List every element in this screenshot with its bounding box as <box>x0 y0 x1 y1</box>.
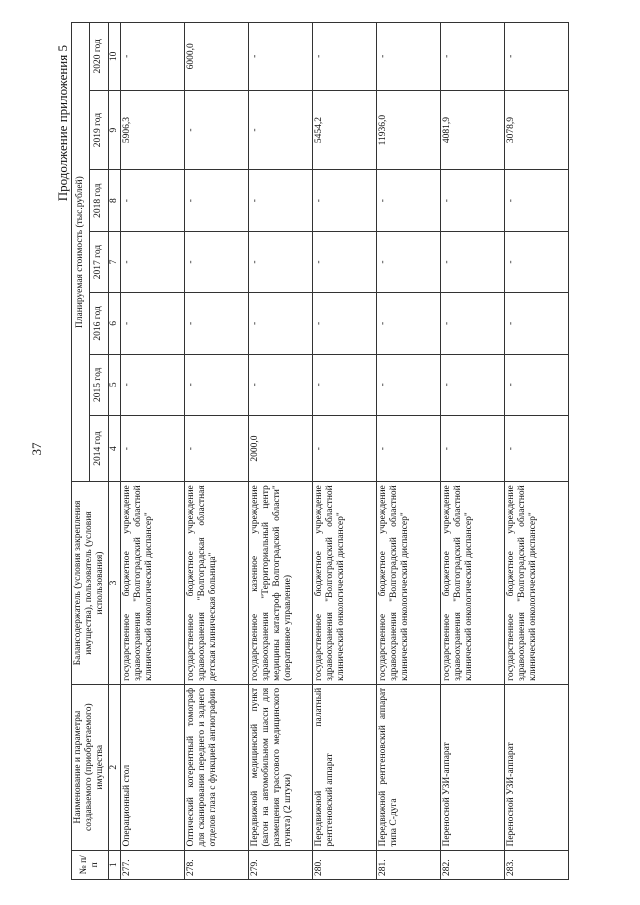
cost-value: 5454,2 <box>312 90 376 170</box>
cost-value: - <box>504 415 568 481</box>
item-name: Передвижной палатный рентгеновский аппарат <box>312 684 376 850</box>
cost-value: - <box>248 354 312 415</box>
cost-value: - <box>184 231 248 292</box>
cost-value: - <box>184 415 248 481</box>
balance-holder: государственное бюджетное учреждение здравоохранения "Волгоградский областной клинический онкологический диспансер" <box>440 482 504 685</box>
balance-holder: государственное казенное учреждение здравоохранения "Территориальный центр медицины катастроф Волгоградской области" (оперативное управление) <box>248 482 312 685</box>
column-number: 10 <box>108 23 120 91</box>
cost-value: - <box>376 415 440 481</box>
cost-value: - <box>440 231 504 292</box>
header-year: 2017 год <box>90 231 108 292</box>
cost-value: 6000,0 <box>184 23 248 91</box>
cost-value: - <box>120 415 184 481</box>
cost-value: - <box>248 231 312 292</box>
cost-value: - <box>376 231 440 292</box>
column-number: 3 <box>108 482 120 685</box>
balance-holder: государственное бюджетное учреждение здравоохранения "Волгоградский областной клинический онкологический диспансер" <box>504 482 568 685</box>
header-year: 2014 год <box>90 415 108 481</box>
table-row <box>248 23 312 880</box>
column-number: 9 <box>108 90 120 170</box>
cost-value: - <box>120 293 184 354</box>
header-year: 2019 год <box>90 90 108 170</box>
header-year: 2016 год <box>90 293 108 354</box>
cost-value: - <box>248 293 312 354</box>
row-number: 280. <box>312 850 376 879</box>
column-number: 8 <box>108 170 120 231</box>
column-number: 2 <box>108 684 120 850</box>
property-table <box>71 22 569 880</box>
item-name: Передвижной рентгеновский аппарат типа С-дуга <box>376 684 440 850</box>
cost-value: - <box>312 354 376 415</box>
cost-value: 3078,9 <box>504 90 568 170</box>
cost-value: - <box>440 415 504 481</box>
header-year: 2018 год <box>90 170 108 231</box>
cost-value: - <box>504 23 568 91</box>
row-number: 281. <box>376 850 440 879</box>
cost-value: - <box>312 170 376 231</box>
cost-value: - <box>504 354 568 415</box>
item-name: Переносной УЗИ-аппарат <box>504 684 568 850</box>
column-number: 7 <box>108 231 120 292</box>
cost-value: - <box>376 293 440 354</box>
column-number: 5 <box>108 354 120 415</box>
cost-value: 2000,0 <box>248 415 312 481</box>
header-year: 2020 год <box>90 23 108 91</box>
table-row <box>376 23 440 880</box>
continuation-label: Продолжение приложения 5 <box>55 45 70 202</box>
cost-value: 4081,9 <box>440 90 504 170</box>
cost-value: - <box>376 170 440 231</box>
column-number: 6 <box>108 293 120 354</box>
cost-value: - <box>248 23 312 91</box>
table-row <box>184 23 248 880</box>
cost-value: - <box>504 231 568 292</box>
header-name: Наименование и параметры создаваемого (приобретаемого) имущества <box>72 684 109 850</box>
cost-value: - <box>120 23 184 91</box>
header-no: № п/п <box>72 850 109 879</box>
item-name: Передвижной медицинский пункт (вагон на автомобильном шасси для размещения трассового медицинского пункта) (2 штуки) <box>248 684 312 850</box>
cost-value: 5906,3 <box>120 90 184 170</box>
table-row <box>504 23 568 880</box>
cost-value: - <box>312 23 376 91</box>
cost-value: - <box>120 231 184 292</box>
balance-holder: государственное бюджетное учреждение здравоохранения "Волгоградский областной клинический онкологический диспансер" <box>376 482 440 685</box>
cost-value: - <box>440 293 504 354</box>
cost-value: - <box>184 293 248 354</box>
cost-value: 11936,0 <box>376 90 440 170</box>
row-number: 279. <box>248 850 312 879</box>
cost-value: - <box>248 90 312 170</box>
table-row <box>440 23 504 880</box>
column-number: 1 <box>108 850 120 879</box>
cost-value: - <box>504 293 568 354</box>
cost-value: - <box>376 354 440 415</box>
row-number: 277. <box>120 850 184 879</box>
header-cost: Планируемая стоимость (тыс.рублей) <box>72 23 90 482</box>
table-row <box>312 23 376 880</box>
cost-value: - <box>312 293 376 354</box>
cost-value: - <box>120 354 184 415</box>
cost-value: - <box>440 354 504 415</box>
cost-value: - <box>184 90 248 170</box>
cost-value: - <box>120 170 184 231</box>
row-number: 283. <box>504 850 568 879</box>
header-holder: Балансодержатель (условия закрепления имущества), пользователь (условия использования) <box>72 482 109 685</box>
cost-value: - <box>184 170 248 231</box>
page-number: 37 <box>29 442 44 456</box>
column-number: 4 <box>108 415 120 481</box>
cost-value: - <box>504 170 568 231</box>
row-number: 278. <box>184 850 248 879</box>
item-name: Операционный стол <box>120 684 184 850</box>
balance-holder: государственное бюджетное учреждение здравоохранения "Волгоградский областной клинический онкологический диспансер" <box>312 482 376 685</box>
cost-value: - <box>312 415 376 481</box>
rotated-table-area <box>55 5 615 885</box>
cost-value: - <box>440 23 504 91</box>
header-year: 2015 год <box>90 354 108 415</box>
cost-value: - <box>248 170 312 231</box>
balance-holder: государственное бюджетное учреждение здравоохранения "Волгоградский областной клинический онкологический диспансер" <box>120 482 184 685</box>
cost-value: - <box>312 231 376 292</box>
cost-value: - <box>440 170 504 231</box>
table-row <box>120 23 184 880</box>
cost-value: - <box>184 354 248 415</box>
cost-value: - <box>376 23 440 91</box>
balance-holder: государственное бюджетное учреждение здравоохранения "Волгоградская областная детская клиническая больница" <box>184 482 248 685</box>
item-name: Оптический когерентный томограф для сканирования переднего и заднего отделов глаза с функцией ангиографии <box>184 684 248 850</box>
item-name: Переносной УЗИ-аппарат <box>440 684 504 850</box>
row-number: 282. <box>440 850 504 879</box>
